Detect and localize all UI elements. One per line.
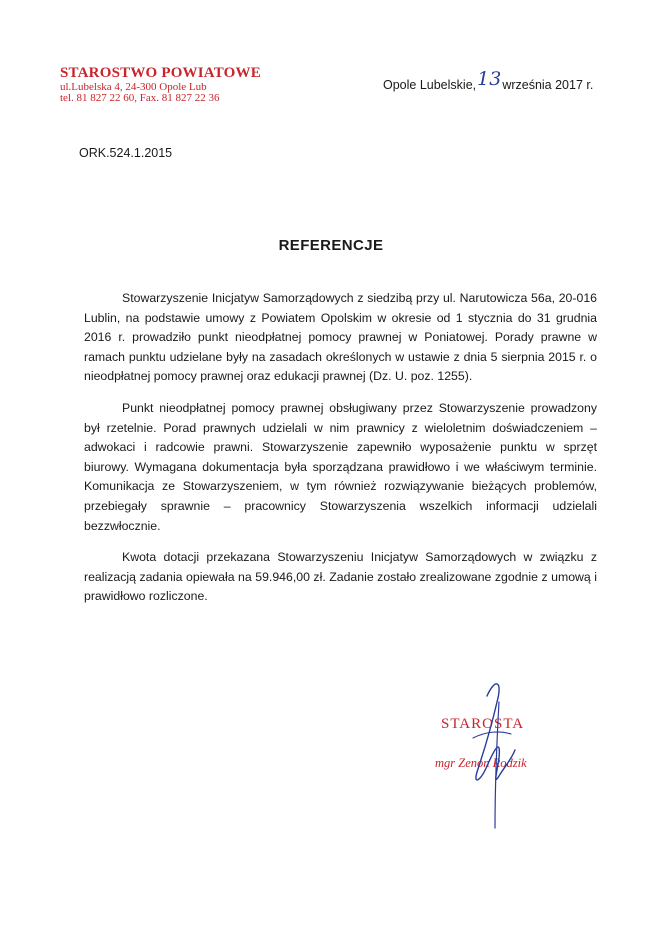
date-place: Opole Lubelskie, [383, 78, 477, 92]
letterhead [60, 66, 261, 105]
date-day-handwritten: 13 [477, 68, 502, 90]
letterhead-phone-fax: tel. 81 827 22 60, Fax. 81 827 22 36 [60, 92, 220, 105]
date-month-year: września 2017 r. [502, 78, 594, 92]
document-title: REFERENCJE [278, 237, 384, 254]
paragraph-3: Kwota dotacji przekazana Stowarzyszeniu Inicjatyw Samorządowych w związku z realizacją zadania opiewała na 59.946,00 zł. Zadanie zostało zrealizowane zgodnie z umową i prawidłowo rozliczone. [84, 550, 597, 604]
paragraph-2: Punkt nieodpłatnej pomocy prawnej obsługiwany przez Stowarzyszenie prowadzony był rzetelnie. Porad prawnych udzielali w nim prawnicy z wieloletnim doświadczeniem – adwokaci i radcowie prawni. Stowarzyszenie zapewniło wyposażenie punktu w sprzęt biurowy. Wymagana dokumentacja była sporządzana prawidłowo i we właściwym terminie. Komunikacja ze Stowarzyszeniem, w tym również rozwiązywanie bieżących problemów, przebiegały sprawnie – pracownicy Stowarzyszenia wszelkich informacji udzielali bezzwłocznie. [84, 400, 597, 533]
signature-stamp-area [425, 668, 605, 838]
handwritten-signature [425, 668, 605, 838]
letterhead-address: ul.Lubelska 4, 24-300 Opole Lub [60, 80, 207, 93]
date-line [383, 68, 594, 94]
reference-number: ORK.524.1.2015 [79, 146, 173, 160]
paragraph-1: Stowarzyszenie Inicjatyw Samorządowych z siedzibą przy ul. Narutowicza 56a, 20-016 Lublin, na podstawie umowy z Powiatem Opolskim w okresie od 1 stycznia do 31 grudnia 2016 r. prowadziło punkt nieodpłatnej pomocy prawnej w Poniatowej. Porady prawne w ramach punktu udzielane były na zasadach określonych w ustawie z dnia 5 sierpnia 2015 r. o nieodpłatnej pomocy prawnej oraz edukacji prawnej (Dz. U. poz. 1255). [84, 291, 597, 384]
letter-body [84, 289, 597, 619]
stamp-name: mgr Zenon Rodzik [435, 756, 527, 770]
stamp-title: STAROSTA [441, 716, 525, 732]
letterhead-name: STAROSTWO POWIATOWE [60, 65, 261, 81]
